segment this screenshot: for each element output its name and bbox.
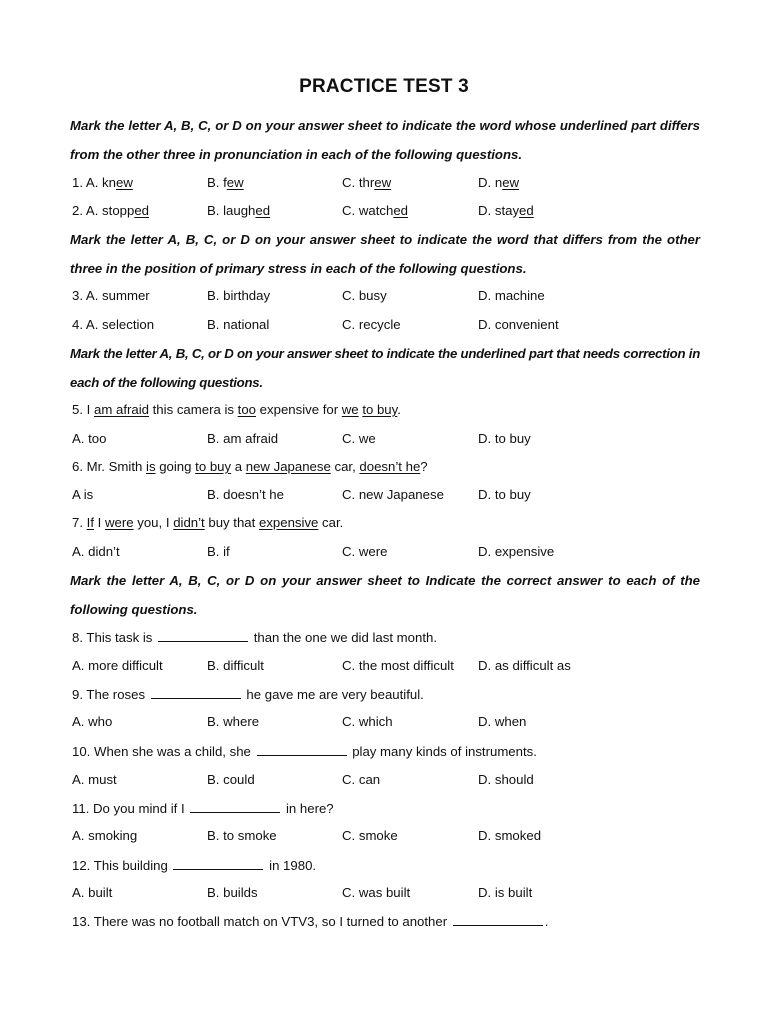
answer-blank	[257, 743, 347, 756]
question-4	[72, 317, 712, 337]
instruction-pronunciation: Mark the letter A, B, C, or D on your answer sheet to indicate the word whose underlined part differs from the other three in pronunciation in each of the following questions.	[70, 118, 700, 162]
option-c: C. recycle	[342, 317, 401, 332]
option-c: C. was built	[342, 885, 411, 900]
question-11-options	[72, 828, 712, 848]
option-b: B. builds	[207, 885, 258, 900]
question-6-stem: 6. Mr. Smith is going to buy a new Japanese car, doesn’t he?	[72, 459, 428, 474]
option-c: C. smoke	[342, 828, 398, 843]
answer-blank	[173, 857, 263, 870]
option-d: D. as difficult as	[478, 658, 571, 673]
question-12-stem: 12. This building in 1980.	[72, 858, 317, 873]
option-a: 2. A. stopped	[72, 203, 149, 218]
option-a: A. built	[72, 885, 113, 900]
question-11-stem: 11. Do you mind if I in here?	[72, 801, 334, 816]
option-a: 4. A. selection	[72, 317, 155, 332]
question-10-options	[72, 772, 712, 792]
option-a: 1. A. knew	[72, 175, 133, 190]
option-d: D. to buy	[478, 431, 531, 446]
option-c: C. threw	[342, 175, 392, 190]
option-d: D. expensive	[478, 544, 555, 559]
option-d: D. machine	[478, 288, 545, 303]
option-d: D. when	[478, 714, 527, 729]
question-5-options	[72, 431, 712, 451]
option-c: C. new Japanese	[342, 487, 444, 502]
question-1	[72, 175, 712, 195]
option-b: B. doesn’t he	[207, 487, 284, 502]
option-a: 3. A. summer	[72, 288, 150, 303]
question-2	[72, 203, 712, 223]
question-9-options	[72, 714, 712, 734]
option-c: C. we	[342, 431, 376, 446]
answer-blank	[151, 686, 241, 699]
option-d: D. should	[478, 772, 534, 787]
question-8-stem: 8. This task is than the one we did last month.	[72, 630, 437, 645]
option-c: C. can	[342, 772, 381, 787]
question-9-stem: 9. The roses he gave me are very beautiful.	[72, 687, 424, 702]
answer-blank	[190, 800, 280, 813]
question-6-options	[72, 487, 712, 507]
option-a: A. more difficult	[72, 658, 163, 673]
question-7-options	[72, 544, 712, 564]
option-a: A. didn’t	[72, 544, 120, 559]
option-b: B. birthday	[207, 288, 271, 303]
option-a: A is	[72, 487, 94, 502]
question-10-stem: 10. When she was a child, she play many kinds of instruments.	[72, 744, 537, 759]
option-d: D. is built	[478, 885, 533, 900]
option-d: D. smoked	[478, 828, 542, 843]
option-d: D. new	[478, 175, 520, 190]
option-b: B. laughed	[207, 203, 271, 218]
question-3	[72, 288, 712, 308]
option-c: C. watched	[342, 203, 408, 218]
question-13-stem: 13. There was no football match on VTV3, so I turned to another .	[72, 914, 549, 929]
page-title: PRACTICE TEST 3	[299, 76, 469, 97]
question-5-stem: 5. I am afraid this camera is too expensive for we to buy.	[72, 402, 401, 417]
option-c: C. were	[342, 544, 388, 559]
option-a: A. smoking	[72, 828, 138, 843]
option-a: A. must	[72, 772, 117, 787]
answer-blank	[158, 629, 248, 642]
option-d: D. to buy	[478, 487, 531, 502]
question-7-stem: 7. If I were you, I didn’t buy that expensive car.	[72, 515, 344, 530]
option-b: B. where	[207, 714, 260, 729]
option-b: B. if	[207, 544, 230, 559]
option-d: D. stayed	[478, 203, 534, 218]
option-b: B. could	[207, 772, 255, 787]
instruction-correct-answer: Mark the letter A, B, C, or D on your answer sheet to Indicate the correct answer to each of the following questions.	[70, 573, 700, 617]
option-b: B. am afraid	[207, 431, 279, 446]
option-b: B. difficult	[207, 658, 264, 673]
instruction-stress: Mark the letter A, B, C, or D on your answer sheet to indicate the word that differs from the other three in the position of primary stress in each of the following questions.	[70, 232, 700, 276]
option-d: D. convenient	[478, 317, 559, 332]
question-8-options	[72, 658, 712, 678]
option-b: B. few	[207, 175, 244, 190]
option-c: C. busy	[342, 288, 387, 303]
option-a: A. too	[72, 431, 107, 446]
option-a: A. who	[72, 714, 113, 729]
option-b: B. national	[207, 317, 270, 332]
answer-blank	[453, 913, 543, 926]
option-c: C. the most difficult	[342, 658, 454, 673]
question-12-options	[72, 885, 712, 905]
option-b: B. to smoke	[207, 828, 277, 843]
instruction-correction: Mark the letter A, B, C, or D on your answer sheet to indicate the underlined part that needs correction in each of the following questions.	[70, 346, 700, 390]
option-c: C. which	[342, 714, 393, 729]
